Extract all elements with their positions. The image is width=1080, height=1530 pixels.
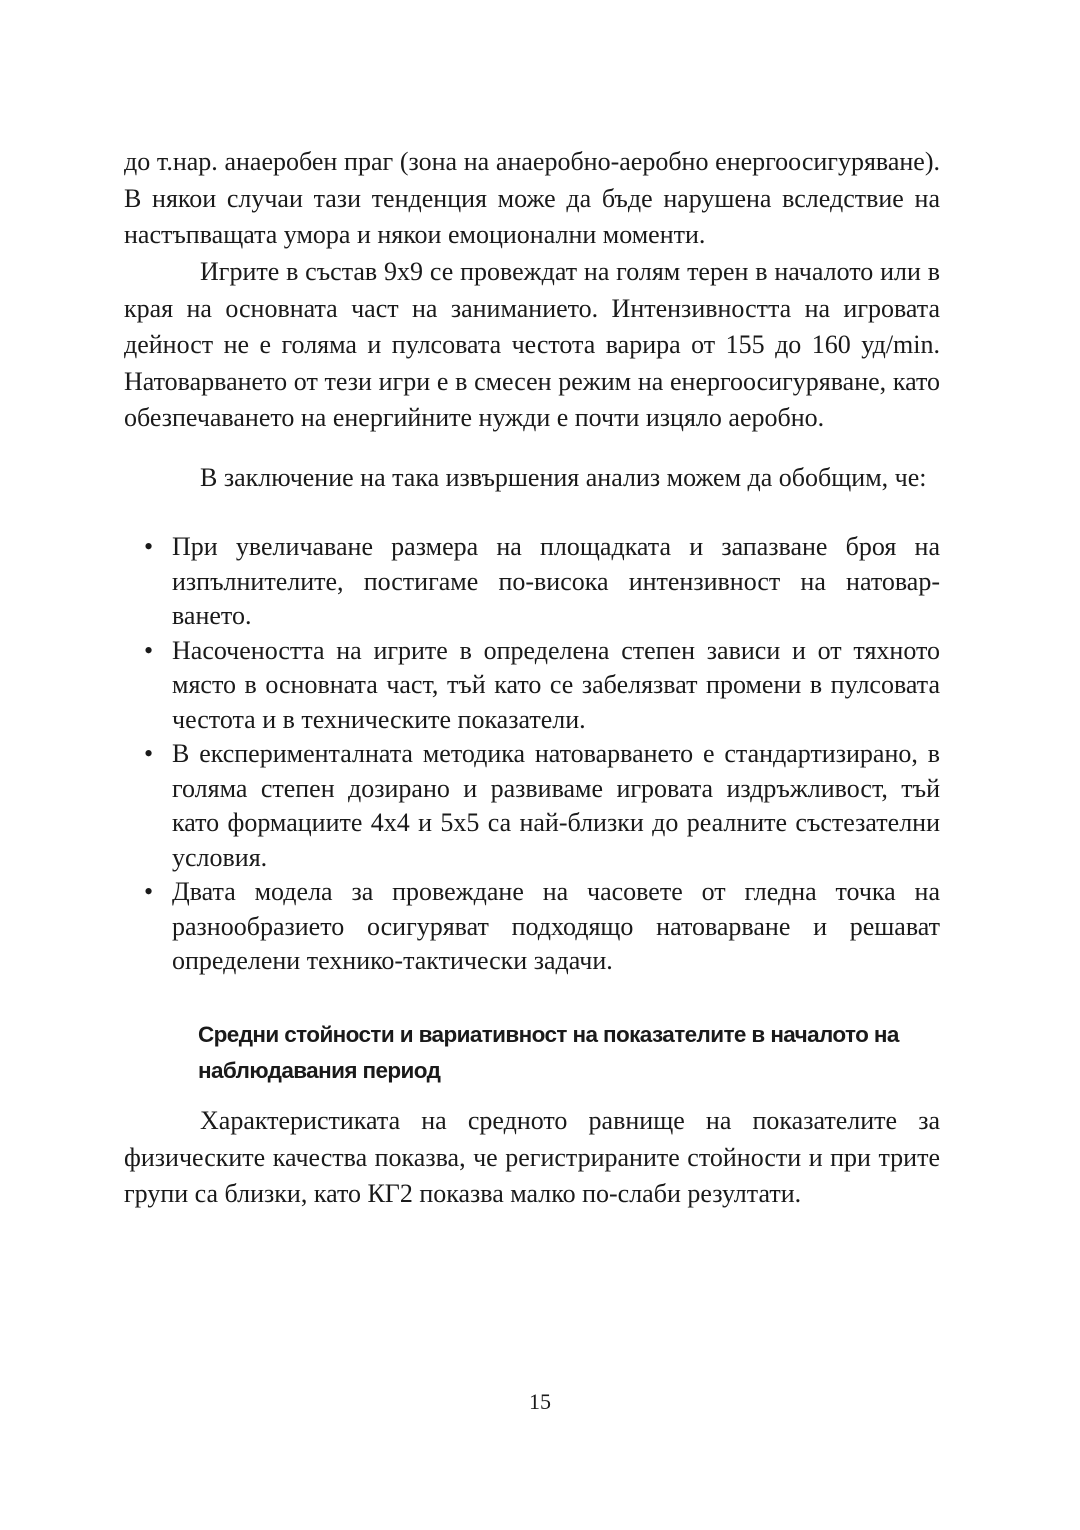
- body-paragraph-2: [124, 254, 940, 437]
- conclusion-bullet-list: [124, 530, 940, 979]
- body-paragraph-1: [124, 144, 940, 254]
- bullet-icon: •: [144, 877, 154, 906]
- bullet-icon: •: [144, 739, 154, 768]
- bullet-item-2: [124, 634, 940, 738]
- bullet-text: Двата модела за провеждане на часовете от гледна точка на разнообразието осигуряват подходящо натоварване и решават определени технико-тактически задачи.: [172, 877, 940, 975]
- body-paragraph-3: [124, 460, 940, 497]
- page-number: 15: [529, 1389, 551, 1414]
- paragraph-text: Игрите в състав 9х9 се провеждат на голям терен в началото или в края на основната част на заниманието. Интензивността на игровата дейност не е голяма и пулсовата честота варира от 155 до 160 уд/min. Натоварването от тези игри е в смесен режим на енергоосигуряване, като обезпечаването на енергийните нужди е почти изцяло аеробно.: [124, 257, 940, 432]
- paragraph-text: Характеристиката на средното равнище на показателите за физическите качества показва, че регистрираните стойности и при трите групи са близки, като КГ2 показва малко по-слаби резултати.: [124, 1106, 940, 1208]
- bullet-item-4: [124, 875, 940, 979]
- paragraph-text: В заключение на така извършения анализ можем да обобщим, че:: [200, 463, 927, 492]
- bullet-text: В експерименталната методика натоварването е стандартизирано, в голяма степен дозирано и развиваме игровата издръжливост, тъй като формациите 4х4 и 5х5 са най-близки до реалните състезателни условия.: [172, 739, 940, 872]
- bullet-text: Насочеността на игрите в определена степен зависи и от тяхното място в основната част, тъй като се забелязват промени в пулсовата честота и в техническите показатели.: [172, 635, 940, 734]
- bullet-icon: •: [144, 635, 154, 665]
- bullet-item-3: [124, 737, 940, 875]
- bullet-icon: •: [144, 532, 154, 561]
- paragraph-text: до т.нар. анаеробен праг (зона на анаеробно-аеробно енергоосигуряване). В някои случаи тази тенденция може да бъде нарушена вследствие на настъпващата умора и някои емоционални моменти.: [124, 147, 940, 249]
- section-heading: Средни стойности и вариативност на показателите в началото на наблюдавания период: [198, 1022, 899, 1083]
- bullet-text: При увеличаване размера на площадката и запазване броя на изпълнителите, постигаме по-висока интензивност на натоварването.: [172, 532, 940, 630]
- bullet-item-1: [124, 530, 940, 634]
- body-paragraph-4: [124, 1103, 940, 1213]
